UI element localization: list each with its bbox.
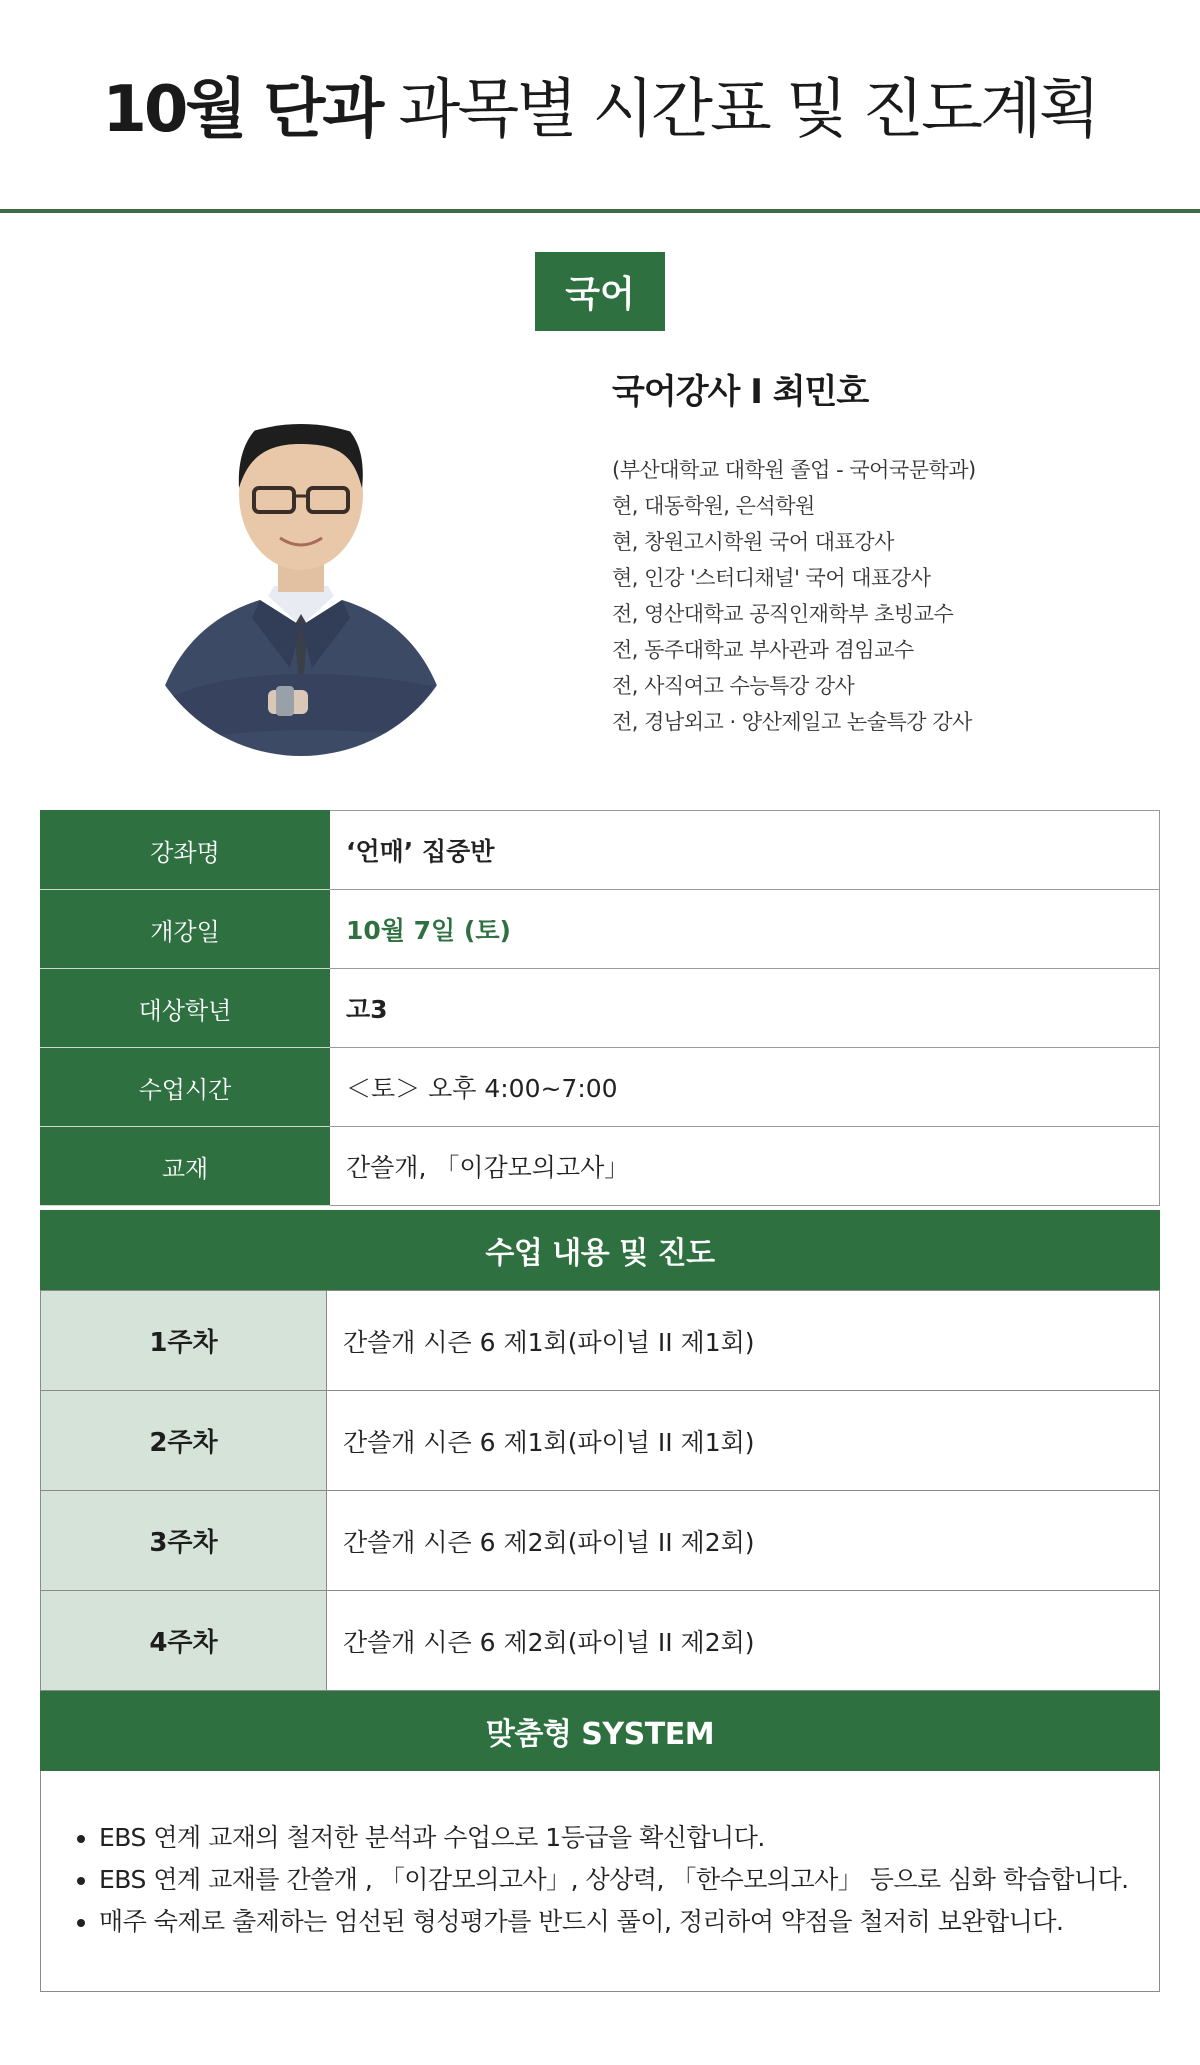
grade-label: 대상학년 <box>41 969 330 1048</box>
career-item: 전, 동주대학교 부사관과 겸임교수 <box>612 638 914 662</box>
system-box <box>40 1771 1160 1992</box>
page-title-bold: 10월 단과 <box>102 73 382 147</box>
table-row <box>41 1491 1160 1591</box>
teacher-photo <box>140 368 462 758</box>
table-row <box>41 1291 1160 1391</box>
system-heading: 맞춤형 SYSTEM <box>40 1691 1160 1771</box>
page-title <box>0 58 1200 150</box>
page-title-rest: 과목별 시간표 및 진도계획 <box>398 73 1098 147</box>
class-time-value: ＜토＞ 오후 4:00~7:00 <box>330 1048 1160 1127</box>
grade-value: 고3 <box>330 969 1160 1048</box>
progress-heading: 수업 내용 및 진도 <box>40 1210 1160 1290</box>
start-date-value: 10월 7일 (토) <box>330 890 1160 969</box>
table-row <box>41 1048 1160 1127</box>
list-item: • EBS 연계 교재를 간쓸개 , 「이감모의고사」, 상상력, 「한수모의고사」 등으로 심화 학습합니다. <box>99 1859 1159 1901</box>
table-row <box>41 890 1160 969</box>
week-label: 1주차 <box>41 1291 327 1391</box>
textbook-label: 교재 <box>41 1127 330 1206</box>
list-item: • 매주 숙제로 출제하는 엄선된 형성평가를 반드시 풀이, 정리하여 약점을 철저히 보완합니다. <box>99 1901 1159 1943</box>
table-row <box>41 969 1160 1048</box>
table-row <box>41 1591 1160 1691</box>
week-label: 2주차 <box>41 1391 327 1491</box>
teacher-name: 국어강사 Ⅰ 최민호 <box>612 372 869 412</box>
course-name-label: 강좌명 <box>41 811 330 890</box>
class-time-label: 수업시간 <box>41 1048 330 1127</box>
title-divider <box>0 209 1200 213</box>
textbook-value: 간쓸개, 「이감모의고사」 <box>330 1127 1160 1206</box>
week-content: 간쓸개 시즌 6 제2회(파이널 II 제2회) <box>327 1591 1160 1691</box>
week-content: 간쓸개 시즌 6 제1회(파이널 II 제1회) <box>327 1291 1160 1391</box>
system-list <box>41 1817 1159 1943</box>
week-content: 간쓸개 시즌 6 제2회(파이널 II 제2회) <box>327 1491 1160 1591</box>
course-info-table <box>40 810 1160 1206</box>
career-item: 전, 경남외고 · 양산제일고 논술특강 강사 <box>612 710 972 734</box>
career-item: 전, 사직여고 수능특강 강사 <box>612 674 855 698</box>
table-row <box>41 811 1160 890</box>
teacher-career-list <box>612 452 976 740</box>
week-label: 4주차 <box>41 1591 327 1691</box>
table-row <box>41 1391 1160 1491</box>
career-item: 현, 창원고시학원 국어 대표강사 <box>612 530 894 554</box>
start-date-label: 개강일 <box>41 890 330 969</box>
career-item: (부산대학교 대학원 졸업 - 국어국문학과) <box>612 458 976 482</box>
week-content: 간쓸개 시즌 6 제1회(파이널 II 제1회) <box>327 1391 1160 1491</box>
week-label: 3주차 <box>41 1491 327 1591</box>
table-row <box>41 1127 1160 1206</box>
subject-badge: 국어 <box>535 252 665 331</box>
career-item: 현, 인강 '스터디채널' 국어 대표강사 <box>612 566 931 590</box>
career-item: 현, 대동학원, 은석학원 <box>612 494 815 518</box>
list-item: • EBS 연계 교재의 철저한 분석과 수업으로 1등급을 확신합니다. <box>99 1817 1159 1859</box>
career-item: 전, 영산대학교 공직인재학부 초빙교수 <box>612 602 954 626</box>
course-name-value: ‘언매’ 집중반 <box>330 811 1160 890</box>
progress-table <box>40 1290 1160 1691</box>
